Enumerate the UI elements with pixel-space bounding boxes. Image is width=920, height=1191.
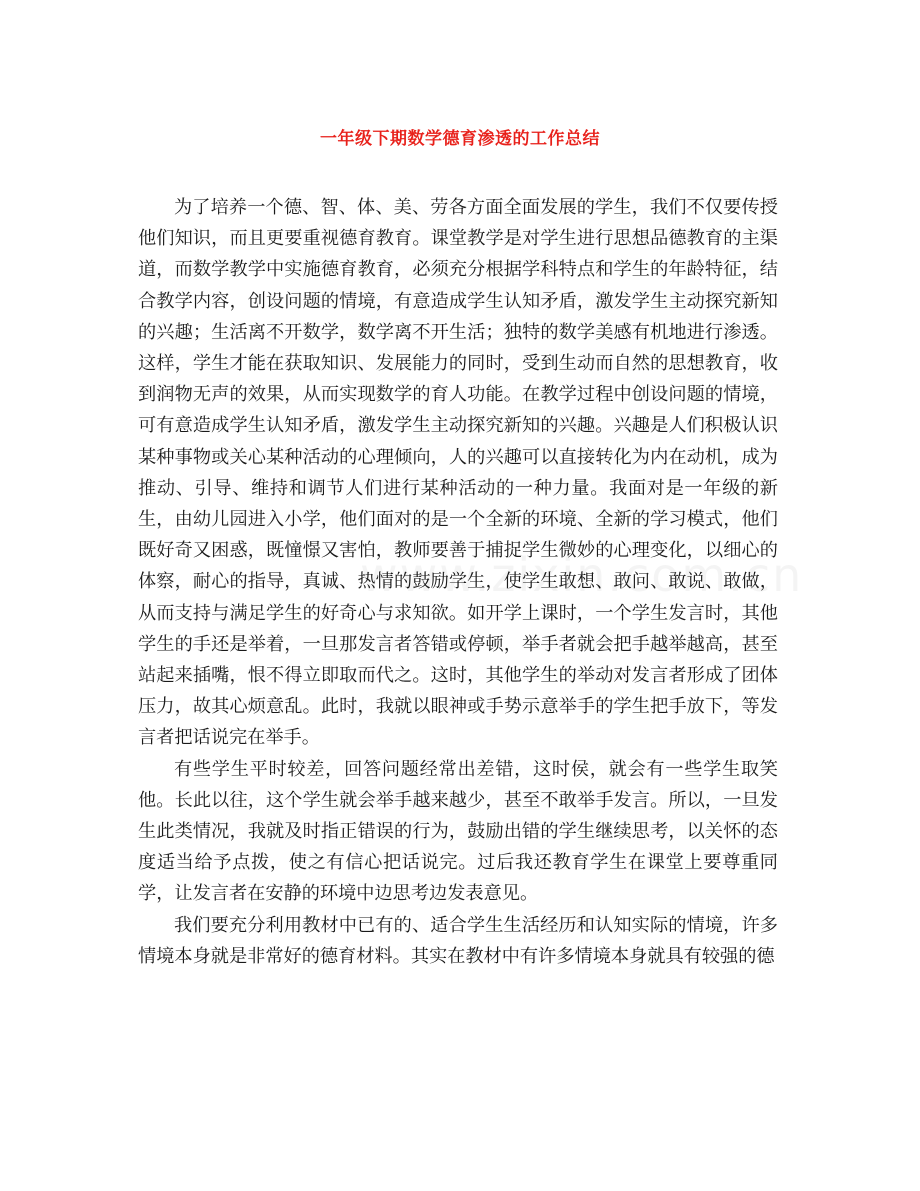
- document-body: [138, 192, 778, 972]
- paragraph-2: 有些学生平时较差，回答问题经常出差错，这时侯，就会有一些学生取笑他。长此以往，这个学生就会举手越来越少，甚至不敢举手发言。所以，一旦发生此类情况，我就及时指正错误的行为，鼓励出错的学生继续思考，以关怀的态度适当给予点拨，使之有信心把话说完。过后我还教育学生在课堂上要尊重同学，让发言者在安静的环境中边思考边发表意见。: [138, 758, 778, 905]
- paragraph-1: 为了培养一个德、智、体、美、劳各方面全面发展的学生，我们不仅要传授他们知识，而且更要重视德育教育。课堂教学是对学生进行思想品德教育的主渠道，而数学教学中实施德育教育，必须充分根据学科特点和学生的年龄特征，结合教学内容，创设问题的情境，有意造成学生认知矛盾，激发学生主动探究新知的兴趣；生活离不开数学，数学离不开生活；独特的数学美感有机地进行渗透。这样，学生才能在获取知识、发展能力的同时，受到生动而自然的思想教育，收到润物无声的效果，从而实现数学的育人功能。在教学过程中创设问题的情境，可有意造成学生认知矛盾，激发学生主动探究新知的兴趣。兴趣是人们积极认识某种事物或关心某种活动的心理倾向，人的兴趣可以直接转化为内在动机，成为推动、引导、维持和调节人们进行某种活动的一种力量。我面对是一年级的新生，由幼儿园进入小学，他们面对的是一个全新的环境、全新的学习模式，他们既好奇又困惑，既憧憬又害怕，教师要善于捕捉学生微妙的心理变化，以细心的体察，耐心的指导，真诚、热情的鼓励学生，使学生敢想、敢问、敢说、敢做，从而支持与满足学生的好奇心与求知欲。如开学上课时，一个学生发言时，其他学生的手还是举着，一旦那发言者答错或停顿，举手者就会把手越举越高，甚至站起来插嘴，恨不得立即取而代之。这时，其他学生的举动对发言者形成了团体压力，故其心烦意乱。此时，我就以眼神或手势示意举手的学生把手放下，等发言者把话说完在举手。: [138, 197, 778, 749]
- document-title: 一年级下期数学德育渗透的工作总结: [320, 129, 600, 149]
- paragraph-3: 我们要充分利用教材中已有的、适合学生生活经历和认知实际的情境，许多情境本身就是非常好的德育材料。其实在教材中有许多情境本身就具有较强的德: [138, 914, 778, 967]
